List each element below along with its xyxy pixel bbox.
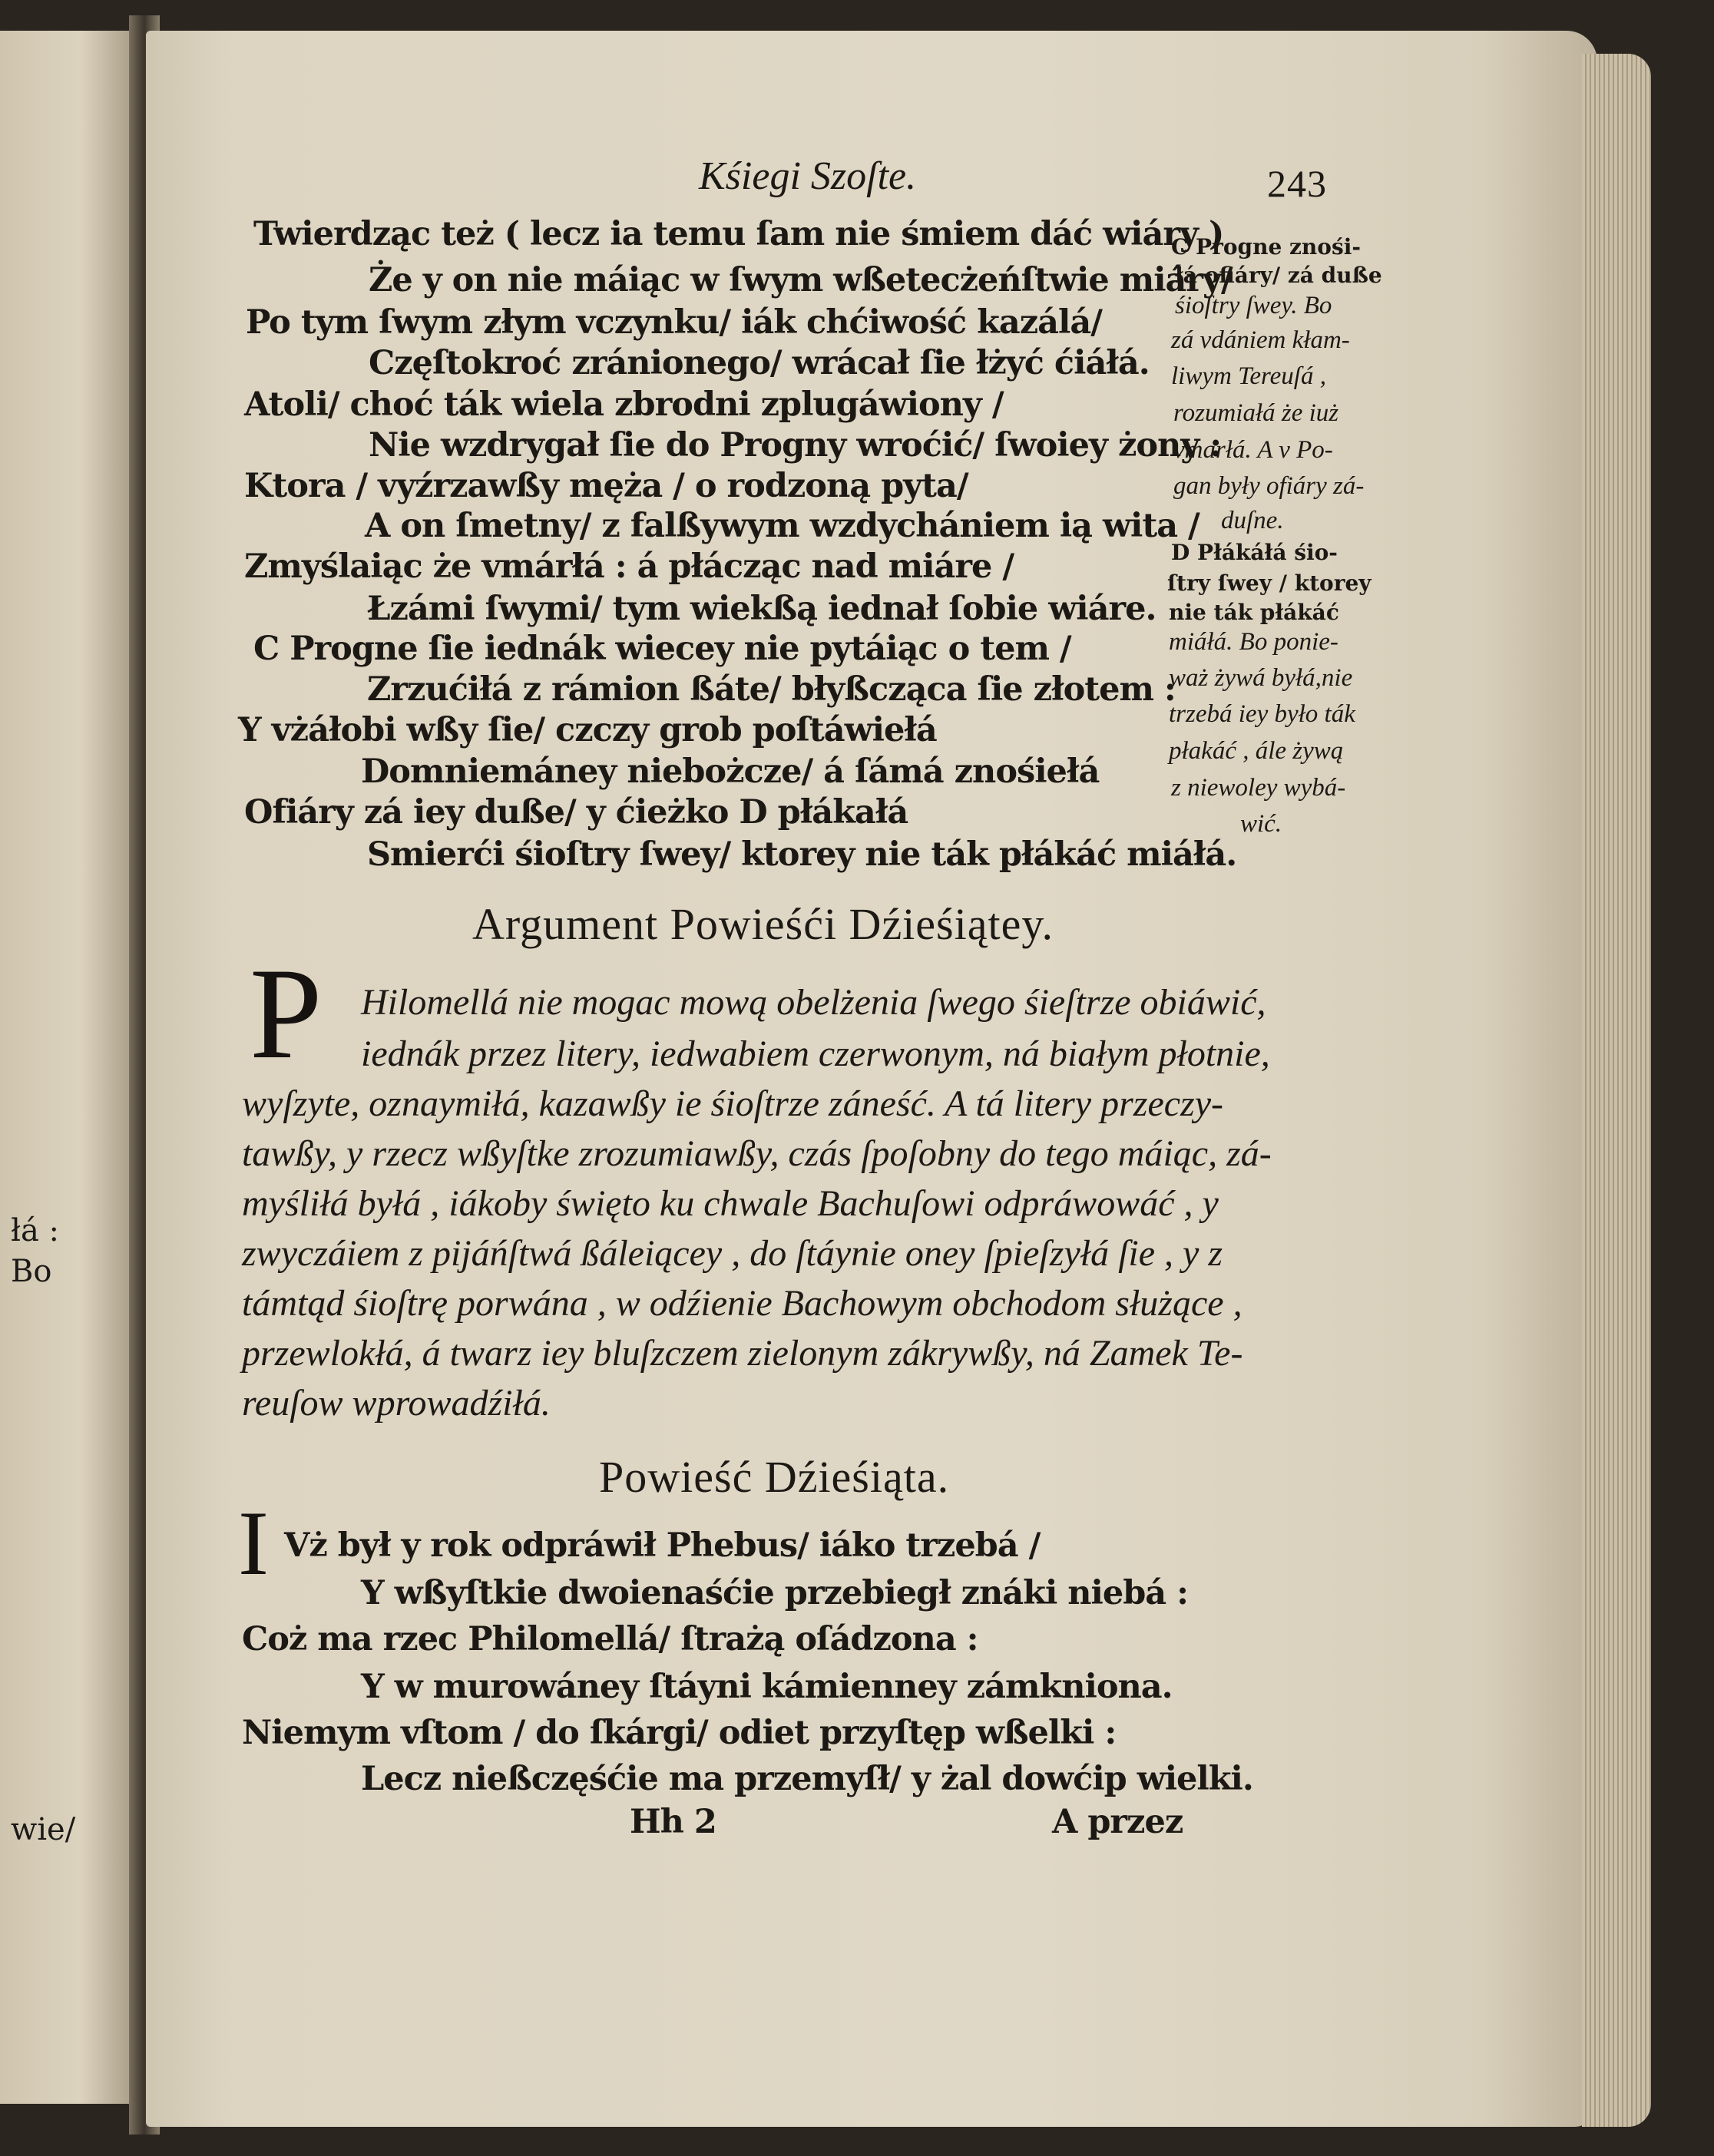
poem-line: Zrzućiłá z rámion ßáte/ błyßcząca ſie złotem :: [367, 670, 1176, 709]
argument-line: wyſzyte, oznaymiłá, kazawßy ie śioſtrze záneść. A tá litery przeczy-: [242, 1083, 1224, 1124]
margin-note: ſtry ſwey / ktorey: [1167, 570, 1372, 596]
margin-note: śioſtry ſwey. Bo: [1175, 292, 1332, 319]
story-line: Lecz nießczęśćie ma przemyſł/ y żal dowćip wielki.: [361, 1760, 1253, 1798]
poem-line: Twierdząc też ( lecz ia temu ſam nie śmiem dáć wiáry ): [253, 215, 1224, 253]
poem-line: Domniemáney niebożcze/ á ſámá znośiełá: [361, 752, 1100, 791]
page-edges: [1582, 54, 1651, 2127]
left-fragment-2: Bo: [11, 1254, 52, 1289]
margin-note: rozumiałá że iuż: [1173, 399, 1339, 427]
margin-note: z niewoley wybá-: [1171, 774, 1346, 802]
argument-line: myśliłá byłá , iákoby święto ku chwale Bachuſowi odpráwowáć , y: [242, 1183, 1219, 1224]
margin-note: liwym Tereuſá ,: [1171, 362, 1326, 390]
argument-line: Hilomellá nie mogac mową obelżenia ſwego śieſtrze obiáwić,: [361, 982, 1266, 1023]
left-page: [0, 31, 134, 2104]
poem-line: Częſtokroć zránionego/ wrácał ſie łżyć ćiáłá.: [369, 344, 1150, 382]
left-fragment-3: wie/: [11, 1812, 76, 1847]
poem-line: Po tym ſwym złym vczynku/ iák chćiwość kazálá/: [246, 303, 1102, 342]
argument-line: támtąd śioſtrę porwána , w odźienie Bachowym obchodom służące ,: [242, 1283, 1242, 1324]
argument-line: iednák przez litery, iedwabiem czerwonym, ná białym płotnie,: [361, 1033, 1270, 1074]
margin-note: D Płákáłá śio-: [1171, 540, 1338, 565]
page-number: 243: [1267, 162, 1327, 205]
margin-note: C Progne znośi-: [1171, 234, 1361, 260]
margin-note: miáłá. Bo ponie-: [1169, 628, 1338, 656]
margin-note: nie ták płákáć: [1169, 600, 1339, 625]
left-fragment-1: łá :: [11, 1213, 60, 1248]
argument-line: reuſow wprowadźiłá.: [242, 1383, 551, 1424]
margin-note: łá ofiáry/ zá duße: [1175, 263, 1382, 288]
argument-heading: Argument Powieśći Dźieśiątey.: [472, 899, 1054, 949]
margin-note: waż żywá byłá,nie: [1169, 664, 1353, 692]
argument-line: zwyczáiem z pijáńſtwá ßáleiącey , do ſtáynie oney ſpieſzyłá ſie , y z: [242, 1233, 1223, 1274]
margin-note: vmarłá. A v Po-: [1173, 436, 1333, 464]
margin-note: gan były ofiáry zá-: [1173, 472, 1365, 500]
poem-line: Y vżáłobi wßy ſie/ czczy grob poſtáwiełá: [238, 711, 937, 749]
story-heading: Powieść Dźieśiąta.: [599, 1452, 950, 1502]
poem-line: Atoli/ choć ták wiela zbrodni zplugáwiony /: [244, 385, 1004, 424]
signature-mark: Hh 2: [630, 1803, 716, 1841]
poem-line: Nie wzdrygał ſie do Progny wroćić/ ſwoiey żony :: [369, 426, 1222, 465]
margin-note: wić.: [1240, 810, 1282, 838]
story-line: Y w murowáney ſtáyni kámienney zámkniona.: [361, 1668, 1173, 1706]
argument-drop-cap: P: [250, 941, 323, 1086]
poem-line: Smierći śioſtry ſwey/ ktorey nie ták płákáć miáłá.: [367, 835, 1237, 874]
argument-line: tawßy, y rzecz wßyſtke zrozumiawßy, czás ſpoſobny do tego máiąc, zá-: [242, 1133, 1272, 1174]
argument-line: przewlokłá, á twarz iey bluſzczem zielonym zákrywßy, ná Zamek Te-: [242, 1333, 1243, 1374]
margin-note: duſne.: [1221, 507, 1284, 534]
story-line: Vż był y rok odpráwił Phebus/ iáko trzebá /: [284, 1526, 1041, 1565]
story-drop-cap: I: [238, 1492, 269, 1594]
margin-note: zá vdániem kłam-: [1171, 326, 1350, 354]
poem-line: Łzámi ſwymi/ tym wiekßą iednał ſobie wiáre.: [367, 590, 1156, 628]
poem-line: Ktora / vyźrzawßy męża / o rodzoną pyta/: [244, 467, 968, 505]
poem-line: C Progne ſie iednák wiecey nie pytáiąc o tem /: [253, 630, 1071, 668]
poem-line: Zmyślaiąc że vmárłá : á płácząc nad miáre /: [244, 547, 1014, 586]
story-line: Niemym vſtom / do ſkárgi/ odiet przyſtęp wßelki :: [242, 1714, 1117, 1752]
running-head: Kśiegi Szoſte.: [699, 154, 917, 198]
story-line: Coż ma rzec Philomellá/ ſtrażą oſádzona :: [242, 1620, 978, 1658]
poem-line: Ofiáry zá iey duße/ y ćieżko D płákałá: [244, 793, 908, 832]
story-line: Y wßyſtkie dwoienaśćie przebiegł znáki niebá :: [361, 1574, 1188, 1612]
catchword: A przez: [1052, 1803, 1183, 1841]
margin-note: płakáć , ále żywą: [1169, 737, 1344, 765]
poem-line: Że y on nie máiąc w ſwym wßetecżeńſtwie miáry/: [369, 261, 1233, 299]
poem-line: A on ſmetny/ z falßywym wzdychániem ią wita /: [365, 507, 1199, 545]
margin-note: trzebá iey było ták: [1169, 700, 1355, 728]
